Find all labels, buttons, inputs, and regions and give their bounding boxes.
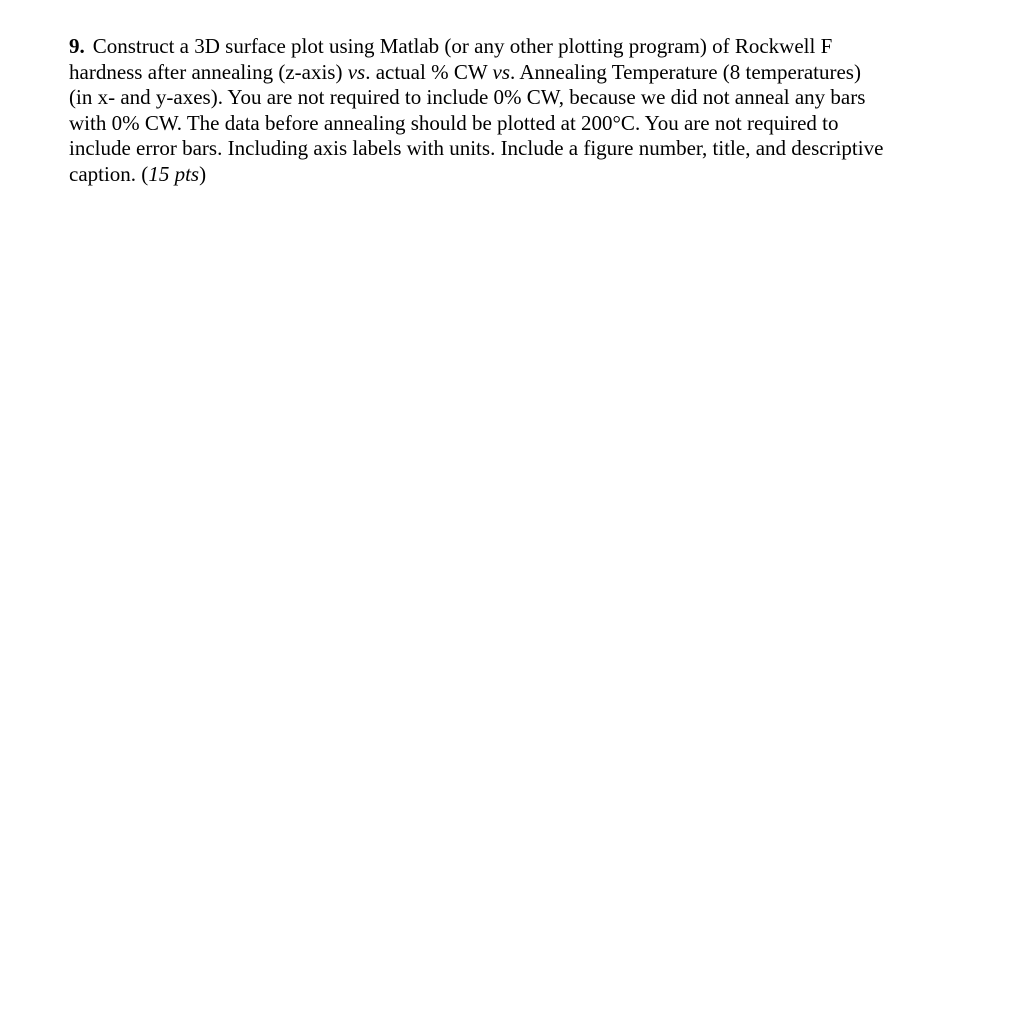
question-text-segment: with 0% CW. The data before annealing should be plotted at 200°C. You are not required to (69, 110, 839, 135)
question-text-segment: Construct a 3D surface plot using Matlab (or any other plotting program) of Rockwell F (92, 34, 833, 58)
question-line-4 (69, 111, 959, 137)
question-text-segment: . Annealing Temperature (8 temperatures) (510, 59, 861, 84)
question-text-segment: hardness after annealing (z-axis) (69, 59, 348, 84)
question-line-5 (69, 136, 959, 162)
question-text-segment: ) (199, 161, 207, 186)
question-number: 9. (69, 34, 85, 58)
question-line-3 (69, 85, 959, 111)
question-9 (69, 34, 959, 188)
question-text-segment: caption. ( (69, 161, 149, 186)
question-line-2 (69, 60, 959, 86)
versus-italic: vs (347, 59, 366, 84)
question-text-segment: (in x- and y-axes). You are not required to include 0% CW, because we did not anneal any bars (69, 85, 866, 110)
question-text-segment: . actual % CW (365, 59, 493, 84)
question-line-1 (69, 34, 959, 60)
question-line-6 (69, 162, 959, 188)
question-text-segment: include error bars. Including axis labels with units. Include a figure number, title, and descriptive (69, 136, 884, 161)
versus-italic: vs (492, 59, 511, 84)
points-italic: 15 pts (148, 161, 200, 186)
